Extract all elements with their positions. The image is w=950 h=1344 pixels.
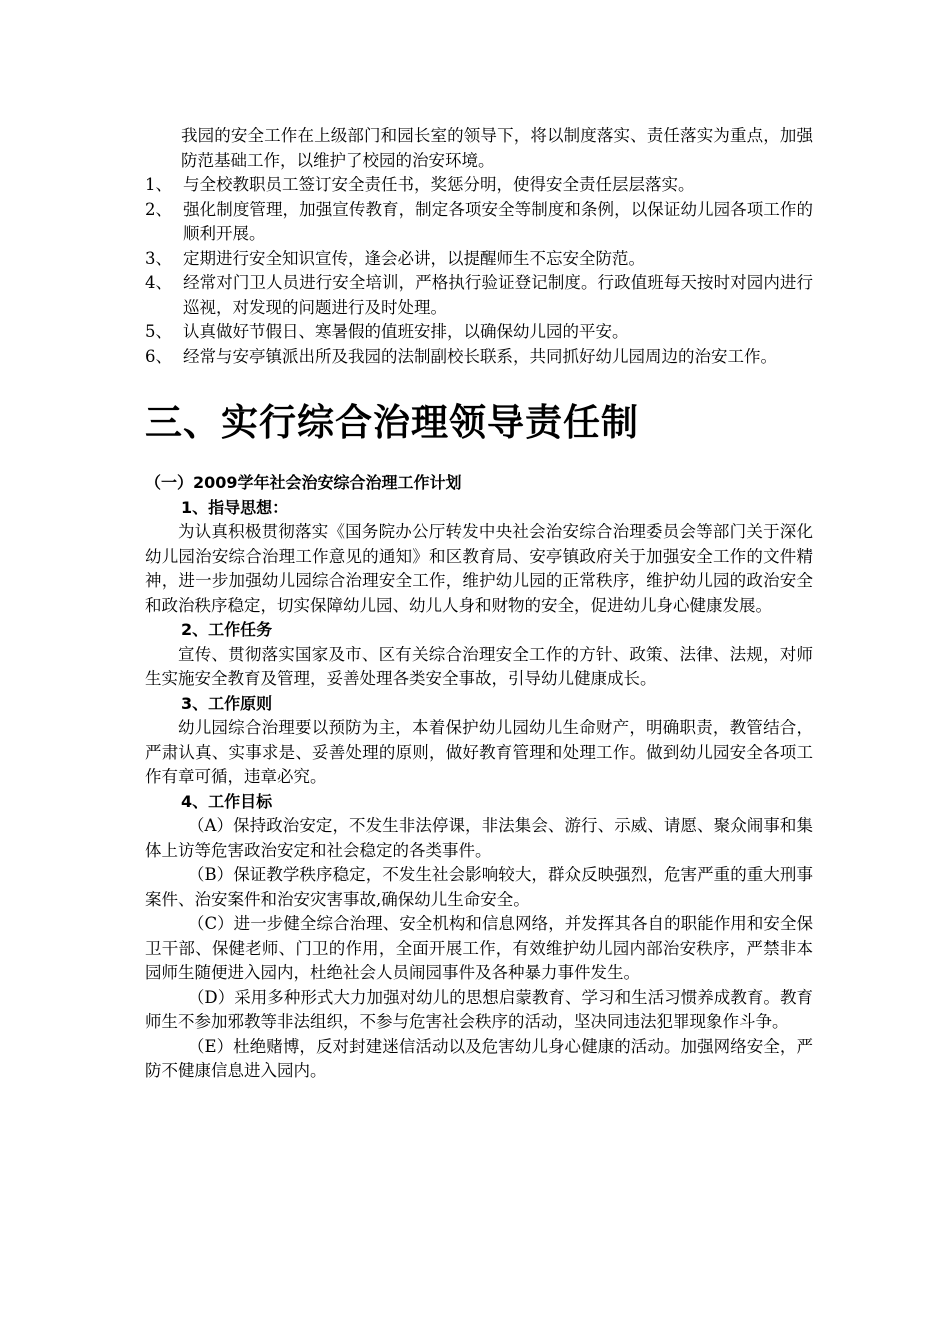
list-item: [145, 345, 813, 370]
goal-paragraph-c: （C）进一步健全综合治理、安全机构和信息网络，并发挥其各自的职能作用和安全保卫干部、保健老师、门卫的作用，全面开展工作，有效维护幼儿园内部治安秩序，严禁非本园师生随便进入园内，杜绝社会人员闹园事件及各种暴力事件发生。: [145, 914, 813, 982]
list-item-number: 1、: [145, 175, 172, 194]
list-item-text: 认真做好节假日、寒暑假的值班安排，以确保幼儿园的平安。: [183, 322, 629, 341]
section-title: 三、实行综合治理领导责任制: [145, 401, 639, 444]
goal-paragraph-d: （D）采用多种形式大力加强对幼儿的思想启蒙教育、学习和生活习惯养成教育。教育师生不参加邪教等非法组织，不参与危害社会秩序的活动，坚决同违法犯罪现象作斗争。: [145, 987, 813, 1031]
goals-heading: 4、工作目标: [181, 791, 273, 811]
list-item: [145, 320, 813, 345]
list-item: [145, 271, 813, 320]
document-body: [145, 124, 813, 1084]
safety-measures-list: [145, 173, 813, 369]
goal-paragraph-a: （A）保持政治安定，不发生非法停课，非法集会、游行、示威、请愿、聚众闹事和集体上访等危害政治安定和社会稳定的各类事件。: [145, 816, 813, 860]
list-item-number: 3、: [145, 248, 172, 268]
list-item-number: 4、: [145, 273, 172, 292]
tasks-heading: 2、工作任务: [181, 620, 273, 639]
list-item: [145, 173, 813, 198]
list-item-number: 2、: [145, 199, 172, 219]
list-item-text: 经常对门卫人员进行安全培训，严格执行验证登记制度。行政值班每天按时对园内进行巡视，对发现的问题进行及时处理。: [183, 273, 813, 317]
list-item-text: 强化制度管理，加强宣传教育，制定各项安全等制度和条例，以保证幼儿园各项工作的顺利开展。: [183, 199, 813, 243]
goal-paragraph-b: （B）保证教学秩序稳定，不发生社会影响较大，群众反映强烈，危害严重的重大刑事案件、治安案件和治安灾害事故,确保幼儿生命安全。: [145, 865, 813, 909]
list-item-text: 与全校教职员工签订安全责任书，奖惩分明，使得安全责任层层落实。: [183, 175, 695, 194]
list-item: [145, 198, 813, 247]
list-item: [145, 247, 813, 272]
goal-paragraph-e: （E）杜绝赌博，反对封建迷信活动以及危害幼儿身心健康的活动。加强网络安全，严防不健康信息进入园内。: [145, 1036, 813, 1080]
principles-paragraph: 幼儿园综合治理要以预防为主，本着保护幼儿园幼儿生命财产，明确职责，教管结合，严肃认真、实事求是、妥善处理的原则，做好教育管理和处理工作。做到幼儿园安全各项工作有章可循，违章必究。: [145, 718, 813, 786]
guiding-paragraph: 为认真积极贯彻落实《国务院办公厅转发中央社会治安综合治理委员会等部门关于深化幼儿园治安综合治理工作意见的通知》和区教育局、安亭镇政府关于加强安全工作的文件精神，进一步加强幼儿园综合治理安全工作，维护幼儿园的正常秩序，维护幼儿园的政治安全和政治秩序稳定，切实保障幼儿园、幼儿人身和财物的安全，促进幼儿身心健康发展。: [145, 522, 813, 615]
list-item-number: 6、: [145, 346, 172, 366]
list-item-text: 经常与安亭镇派出所及我园的法制副校长联系，共同抓好幼儿园周边的治安工作。: [183, 346, 777, 366]
list-item-number: 5、: [145, 322, 172, 341]
list-item-text: 定期进行安全知识宣传，逢会必讲，以提醒师生不忘安全防范。: [183, 248, 645, 268]
intro-paragraph: 我园的安全工作在上级部门和园长室的领导下，将以制度落实、责任落实为重点，加强防范基础工作，以维护了校园的治安环境。: [181, 126, 813, 170]
principles-heading: 3、工作原则: [181, 693, 273, 713]
tasks-paragraph: 宣传、贯彻落实国家及市、区有关综合治理安全工作的方针、政策、法律、法规，对师生实施安全教育及管理，妥善处理各类安全事故，引导幼儿健康成长。: [145, 644, 813, 688]
guiding-heading: 1、指导思想：: [181, 497, 289, 517]
subsection-title: （一）2009学年社会治安综合治理工作计划: [145, 473, 462, 492]
